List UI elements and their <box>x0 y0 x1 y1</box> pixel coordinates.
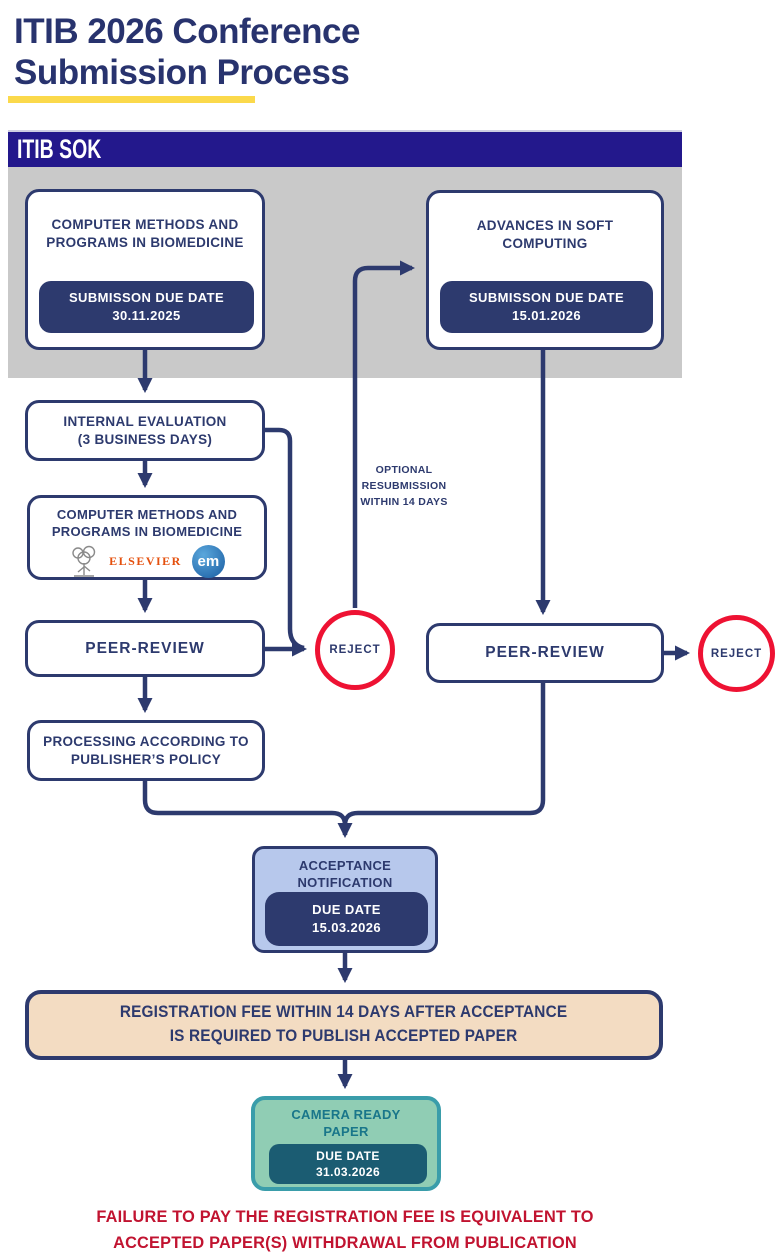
submission-due-date-badge: SUBMISSON DUE DATE 15.01.2026 <box>440 281 653 333</box>
node-title: CAMERA READY PAPER <box>291 1107 401 1139</box>
header-banner <box>8 130 682 167</box>
node-title: COMPUTER METHODS AND PROGRAMS IN BIOMEDICINE <box>46 217 244 250</box>
submission-due-date-badge: SUBMISSON DUE DATE 30.11.2025 <box>39 281 254 333</box>
node-internal-evaluation <box>25 400 265 461</box>
node-title: ACCEPTANCE NOTIFICATION <box>297 858 393 890</box>
node-title: PROCESSING ACCORDING TO PUBLISHER’S POLICY <box>43 733 249 767</box>
page-title <box>14 12 574 93</box>
reject-circle-left: REJECT <box>315 610 395 690</box>
node-registration-fee <box>25 990 663 1060</box>
node-camera-ready-paper <box>251 1096 441 1191</box>
node-computer-methods-top <box>25 189 265 350</box>
node-processing-policy <box>27 720 265 781</box>
itib-sok-logo: ITIB SOK <box>17 134 102 164</box>
page-title-line2: Submission Process <box>14 52 350 92</box>
due-date-badge: DUE DATE 31.03.2026 <box>269 1144 427 1184</box>
title-underline <box>8 96 255 103</box>
elsevier-logo: ELSEVIER <box>109 554 182 569</box>
node-peer-review-left: PEER-REVIEW <box>25 620 265 677</box>
due-date-badge: DUE DATE 15.03.2026 <box>265 892 428 946</box>
node-peer-review-right: PEER-REVIEW <box>426 623 664 683</box>
node-title: ADVANCES IN SOFT COMPUTING <box>476 218 614 251</box>
registration-warning: FAILURE TO PAY THE REGISTRATION FEE IS EQUIVALENT TO ACCEPTED PAPER(S) WITHDRAWAL FROM PUBLICATION <box>96 1207 594 1253</box>
node-title: REGISTRATION FEE WITHIN 14 DAYS AFTER ACCEPTANCE IS REQUIRED TO PUBLISH ACCEPTED PAPER <box>120 1003 568 1045</box>
node-title: COMPUTER METHODS AND PROGRAMS IN BIOMEDICINE <box>51 507 243 539</box>
optional-resubmission-label: OPTIONAL RESUBMISSION WITHIN 14 DAYS <box>360 464 448 508</box>
node-computer-methods-journal <box>27 495 267 580</box>
reject-circle-right: REJECT <box>698 615 775 692</box>
publisher-logo-row <box>30 545 264 579</box>
page-title-line1: ITIB 2026 Conference <box>14 12 360 51</box>
node-acceptance-notification <box>252 846 438 953</box>
node-title: INTERNAL EVALUATION (3 BUSINESS DAYS) <box>63 413 227 447</box>
elsevier-tree-icon <box>69 545 99 579</box>
editorial-manager-icon: em <box>192 545 225 578</box>
node-advances-soft-computing <box>426 190 664 350</box>
